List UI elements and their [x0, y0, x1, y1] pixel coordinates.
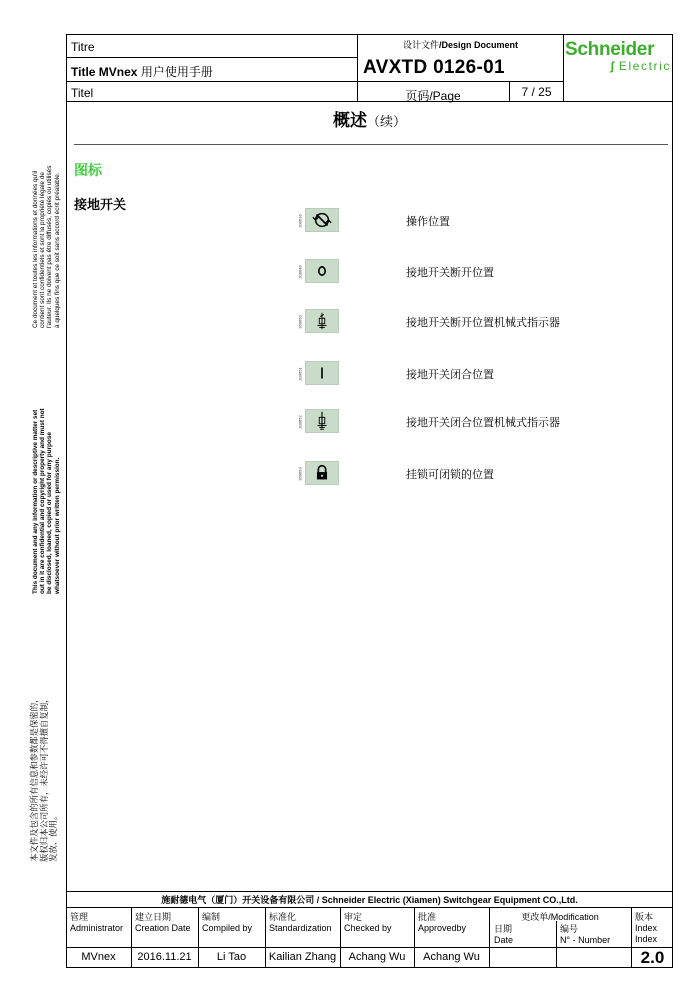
page-title — [66, 106, 673, 131]
side-note-en: This document and any information or descriptive matter set out in it are confidential and copyright property and must not be disclosed, loaned, copied or used for any purpose whatsoever without prior written permission. — [32, 408, 61, 594]
logo-bottom: ∫ Electric — [610, 59, 671, 73]
header-divider — [66, 57, 358, 58]
page-label-en: /Page — [429, 89, 461, 103]
modification-label: 更改单/Modification — [521, 912, 599, 922]
page-label — [358, 87, 508, 104]
switch-closed-indicator-icon — [305, 409, 339, 433]
footer-divider — [556, 921, 557, 968]
icon-row — [296, 259, 596, 285]
admin-value: MVnex — [81, 951, 116, 963]
letter-o-icon — [305, 259, 339, 283]
titel-label: Titel — [71, 86, 94, 100]
design-document-label — [358, 38, 563, 51]
creation-date-label: 建立日期 Creation Date — [135, 912, 191, 933]
icon-code: 200616 — [297, 214, 303, 228]
version-value: 2.0 — [640, 948, 665, 967]
icon-row — [296, 461, 596, 487]
icon-label: 接地开关闭合位置机械式指示器 — [406, 417, 560, 429]
mod-date-label: 日期 Date — [494, 924, 514, 945]
icon-code: 200652 — [297, 415, 303, 429]
icon-label: 操作位置 — [406, 216, 450, 228]
icon-row — [296, 208, 596, 234]
admin-label: 管理 Administrator — [70, 912, 124, 933]
header-divider — [563, 34, 564, 101]
checked-by-value: Achang Wu — [348, 951, 406, 963]
standardization-label: 标准化 Standardization — [269, 912, 332, 933]
titre-label: Titre — [71, 40, 95, 54]
mod-number-label: 编号 N° - Number — [560, 924, 611, 945]
design-doc-en: /Design Document — [439, 40, 519, 50]
section-heading: 图标 — [74, 162, 102, 178]
icon-label: 接地开关断开位置机械式指示器 — [406, 317, 560, 329]
letter-i-icon — [305, 361, 339, 385]
footer-divider — [66, 891, 673, 892]
approved-by-label: 批准 Approvedby — [418, 912, 467, 933]
footer-divider — [66, 907, 673, 908]
compiled-by-value: Li Tao — [216, 951, 247, 963]
icon-row — [296, 409, 596, 435]
standardization-value: Kailian Zhang — [268, 951, 337, 963]
document-title — [66, 63, 358, 80]
checked-by-label: 审定 Checked by — [344, 912, 392, 933]
icon-label: 挂锁可闭锁的位置 — [406, 469, 494, 481]
page-number: 7 / 25 — [521, 85, 552, 99]
switch-open-indicator-icon — [305, 309, 339, 333]
icon-label: 接地开关闭合位置 — [406, 369, 494, 381]
design-doc-cn: 设计文件 — [402, 40, 439, 50]
footer-divider — [66, 947, 673, 948]
index-label: 版本 Index Index — [635, 912, 658, 944]
icon-code: 200650 — [297, 315, 303, 329]
title-underline — [74, 144, 668, 145]
icon-row — [296, 309, 596, 335]
creation-date-value: 2016.11.21 — [137, 951, 192, 963]
icon-label: 接地开关断开位置 — [406, 267, 494, 279]
document-number: AVXTD 0126-01 — [363, 57, 505, 78]
approved-by-value: Achang Wu — [423, 951, 480, 963]
subsection-heading: 接地开关 — [74, 197, 127, 212]
logo-top: Schneider — [565, 39, 655, 60]
title-prefix: Title MVnex — [71, 65, 138, 79]
schneider-logo — [565, 40, 675, 73]
page-title-main: 概述 — [332, 111, 367, 130]
title-cn: 用户使用手册 — [140, 65, 213, 79]
rotate-arrows-icon — [305, 208, 339, 232]
side-note-cn: 本文件及包含的所有信息和参数都是保密的， 版权归本公司所有，未经许可不得擅自复制， 发放、使用。 — [29, 694, 59, 862]
icon-code: 200653 — [297, 467, 303, 481]
icon-code: 200649 — [297, 265, 303, 279]
padlock-icon — [305, 461, 339, 485]
icon-row — [296, 361, 596, 387]
company-name: 施耐德电气（厦门）开关设备有限公司 / Schneider Electric (Xiamen) Switchgear Equipment CO.,Ltd. — [161, 895, 578, 905]
page-title-suffix: （续） — [366, 114, 406, 129]
icon-code: 200651 — [297, 367, 303, 381]
compiled-by-label: 编制 Compiled by — [202, 912, 253, 933]
page-frame — [66, 34, 673, 968]
header-divider — [66, 81, 563, 82]
side-note-fr: Ce document et toutes les informations et données qu'il contient sont confidentiels et sont la propriété légale de l'auteur. Ils ne doivent pas être diffusés, copiés ou utilisés à quelques fins que ce soit sans accord écrit préalable. — [32, 165, 61, 328]
page-label-cn: 页码 — [405, 89, 430, 103]
